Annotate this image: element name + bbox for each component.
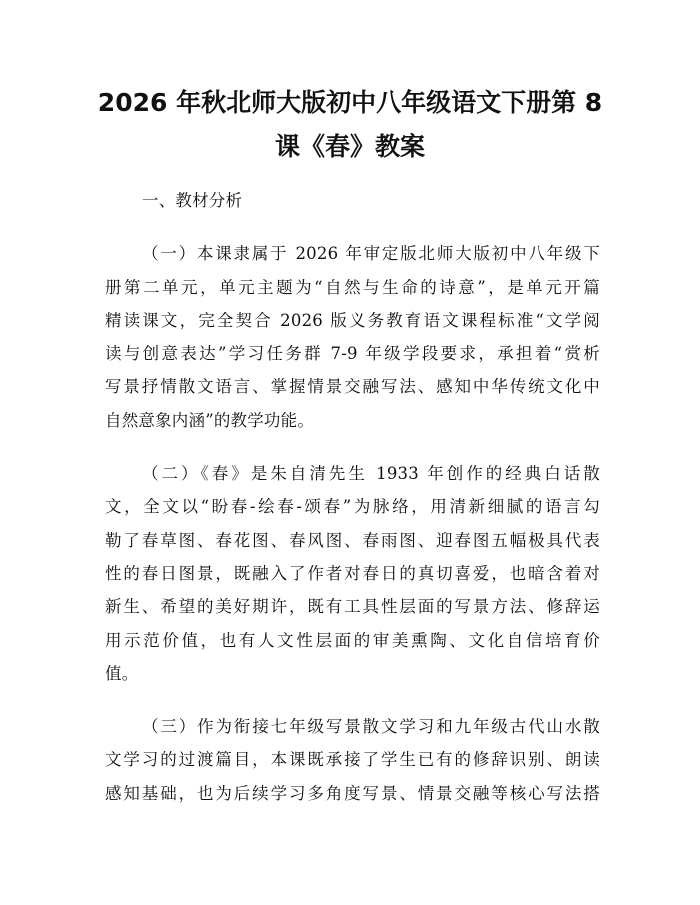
paragraph-3	[105, 710, 600, 810]
paragraph-line: 自然意象内涵”的教学功能。	[105, 410, 315, 430]
paragraph-line: （三）作为衔接七年级写景散文学习和九年级古代山水散	[142, 717, 600, 737]
paragraph-line: （二）《春》是朱自清先生 1933 年创作的经典白话散	[142, 464, 600, 484]
paragraph-line: 感知基础，也为后续学习多角度写景、情景交融等核心写法搭	[105, 783, 600, 803]
spacer	[105, 690, 600, 710]
paragraph-line: 用示范价值，也有人文性层面的审美熏陶、文化自信培育价	[105, 630, 600, 650]
document-title-line-1: 2026 年秋北师大版初中八年级语文下册第 8	[97, 88, 603, 117]
section-heading: 一、教材分析	[142, 191, 243, 210]
paragraph-line: 新生、希望的美好期许，既有工具性层面的写景方法、修辞运	[105, 597, 600, 617]
paragraph-2	[105, 457, 600, 690]
paragraph-line: 册第二单元，单元主题为“自然与生命的诗意”，是单元开篇	[105, 277, 600, 297]
paragraph-line: 读与创意表达”学习任务群 7-9 年级学段要求，承担着“赏析	[105, 344, 600, 364]
document-body	[105, 184, 600, 810]
document-title-line-2: 课《春》教案	[274, 132, 425, 161]
paragraph-line: 文学习的过渡篇目，本课既承接了学生已有的修辞识别、朗读	[105, 750, 600, 770]
paragraph-line: 文，全文以“盼春-绘春-颂春”为脉络，用清新细腻的语言勾	[105, 497, 600, 517]
spacer	[105, 437, 600, 457]
paragraph-line: 性的春日图景，既融入了作者对春日的真切喜爱，也暗含着对	[105, 563, 600, 583]
spacer	[105, 217, 600, 237]
paragraph-line: 勒了春草图、春花图、春风图、春雨图、迎春图五幅极具代表	[105, 530, 600, 550]
paragraph-line: 值。	[105, 663, 139, 683]
paragraph-1	[105, 237, 600, 437]
paragraph-line: 写景抒情散文语言、掌握情景交融写法、感知中华传统文化中	[105, 377, 600, 397]
paragraph-line: （一）本课隶属于 2026 年审定版北师大版初中八年级下	[142, 244, 600, 264]
paragraph-line: 精读课文，完全契合 2026 版义务教育语文课程标准“文学阅	[105, 310, 600, 330]
